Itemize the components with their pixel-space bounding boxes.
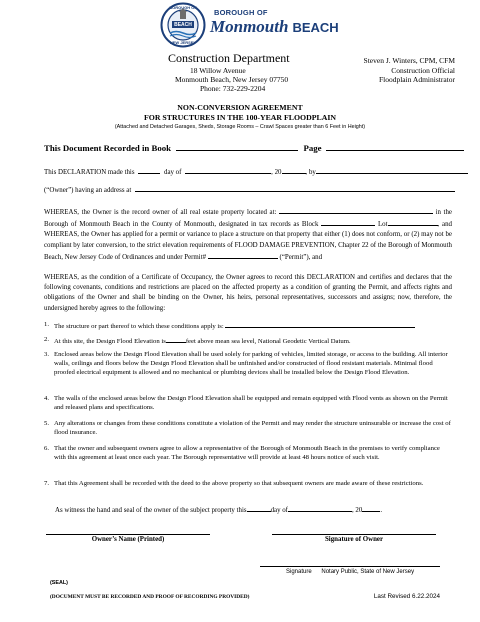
owner-name-label: Owner’s Name (Printed) — [91, 536, 165, 543]
whereas-paragraph-1 — [44, 206, 452, 263]
declaration-made-this: This DECLARATION made this — [44, 169, 135, 176]
item-text: Enclosed areas below the Design Flood Elevation shall be used solely for parking of vehicles, limited storage, or access to the building. All interior walls, ceilings and floors below the Design Flood Elevation shall be unfinished and/or constructed of flood resistant materials. Minimal flood proofed electrical equipment is allowed and no mechanical or plumbing devices shall be installed below the Design Flood Elevation. — [54, 351, 448, 377]
declaration-day-of: day of — [164, 169, 182, 176]
declaration-owner-field[interactable] — [316, 166, 468, 174]
item-number: 3. — [44, 351, 50, 358]
flood-elevation-field[interactable] — [166, 335, 186, 343]
declaration-address-field[interactable] — [135, 184, 455, 192]
official-title-2: Floodplain Administrator — [378, 75, 455, 84]
witness-day-field[interactable] — [247, 504, 271, 512]
item-text: The walls of the enclosed areas below the Design Flood Elevation shall be equipped and remain equipped with Flood vents as shown on the Permit and released plans and specifications. — [54, 395, 448, 412]
department-address-1: 18 Willow Avenue — [190, 66, 246, 75]
logo-name-bold: BEACH — [292, 20, 339, 35]
item-number: 5. — [44, 420, 50, 427]
official-title-1: Construction Official — [391, 66, 455, 75]
witness-month-field[interactable] — [288, 504, 352, 512]
recording-note: (DOCUMENT MUST BE RECORDED AND PROOF OF RECORDING PROVIDED) — [50, 594, 250, 600]
agreement-title: NON-CONVERSION AGREEMENT — [177, 103, 303, 112]
notary-signature-line[interactable] — [260, 566, 440, 567]
item-text-a: At this site, the Design Flood Elevation is — [54, 338, 166, 345]
logo-name-script: Monmouth — [210, 17, 289, 36]
permit-number-field[interactable] — [208, 251, 278, 259]
item-number: 6. — [44, 445, 50, 452]
witness-period: . — [380, 507, 383, 514]
item-number: 7. — [44, 480, 50, 487]
declaration-year-field[interactable] — [282, 166, 306, 174]
witness-day-of: day of — [270, 507, 288, 514]
owner-signature-label: Signature of Owner — [324, 536, 384, 543]
item-number: 1. — [44, 321, 50, 328]
item-text: That the owner and subsequent owners agree to allow a representative of the Borough of Monmouth Beach in the premises to verify compliance with this agreement at least once each year. The Borough representative will provide at least 48 hours notice of such visit. — [54, 445, 440, 462]
seal-top-text: BOROUGH OF — [169, 5, 197, 10]
item-text-b: feet above mean sea level, National Geodetic Vertical Datum. — [185, 338, 351, 345]
declaration-month-field[interactable] — [185, 166, 271, 174]
seal-label: (SEAL) — [50, 580, 68, 586]
whereas-1-text-d: , and WHEREAS, the Owner has applied for a permit or variance to place a structure on that property that either (1) does not conform, or (2) may not be compliant by later conversion, to the strict elevation requirements of FLOOD DAMAGE PREVENTION, Chapter 22 of the Borough of Monmouth Beach, New Jersey Code of Ordinances and under Permit# — [44, 221, 452, 261]
department-address-2: Monmouth Beach, New Jersey 07750 — [175, 75, 289, 84]
seal-center-text: BEACH — [174, 21, 192, 28]
item-text: The structure or part thereof to which these conditions apply is: — [54, 323, 224, 330]
declaration-day-field[interactable] — [138, 166, 160, 174]
record-page-field[interactable] — [326, 143, 464, 151]
whereas-1-text-a: WHEREAS, the Owner is the record owner of all real estate property located at: — [44, 209, 277, 216]
structure-description-field[interactable] — [225, 320, 415, 328]
whereas-1-text-e: (“Permit”), and — [279, 253, 323, 261]
declaration-by: , by — [305, 169, 316, 176]
record-book-field[interactable] — [176, 143, 298, 151]
whereas-1-text-b: in the Borough of Monmouth Beach in the County of Monmouth, designated in tax records as Block — [44, 209, 452, 229]
department-name: Construction Department — [168, 51, 290, 65]
item-number: 2. — [44, 336, 50, 343]
notary-public-label: Notary Public, State of New Jersey — [321, 569, 415, 575]
declaration-year-prefix: , 20 — [271, 169, 282, 176]
whereas-paragraph-2: WHEREAS, as the condition of a Certificate of Occupancy, the Owner agrees to record this DECLARATION and certifies and declares that the following covenants, conditions and restrictions are placed on the affected property as a condition of granting the Permit, and affects rights and obligations of the Owner and shall be binding on the Owner, his heirs, personal representatives, successors and assigns; now, therefore, the undersigned hereby agrees to the following: — [44, 274, 452, 312]
record-page-label: Page — [303, 143, 322, 153]
notary-signature-label: Signature — [286, 569, 312, 575]
seal-bottom-text: NEW JERSEY — [169, 39, 197, 45]
property-location-field[interactable] — [279, 206, 433, 214]
whereas-1-text-c: Lot — [377, 221, 388, 229]
official-name: Steven J. Winters, CPM, CFM — [363, 56, 455, 65]
owner-name-line[interactable] — [46, 534, 210, 535]
item-number: 4. — [44, 395, 50, 402]
agreement-title-2: FOR STRUCTURES IN THE 100-YEAR FLOODPLAIN — [144, 113, 336, 122]
item-text: Any alterations or changes from these conditions constitute a violation of the Permit and may render the structure uninsurable or increase the cost of flood insurance. — [54, 420, 451, 437]
department-phone: Phone: 732-229-2204 — [200, 84, 266, 93]
block-field[interactable] — [321, 218, 375, 226]
logo-borough-of: BOROUGH OF — [214, 8, 268, 17]
borough-logo — [160, 2, 339, 48]
declaration-owner-having: (“Owner”) having an address at — [44, 187, 132, 194]
lot-field[interactable] — [388, 218, 438, 226]
owner-signature-line[interactable] — [272, 534, 436, 535]
revision-date: Last Revised 6.22.2024 — [373, 593, 440, 600]
item-text: That this Agreement shall be recorded with the deed to the above property so that subsequent owners are made aware of these restrictions. — [54, 480, 424, 487]
agreement-subtitle: (Attached and Detached Garages, Sheds, Storage Rooms – Crawl Spaces greater than 6 Feet in Height) — [114, 124, 366, 130]
witness-year: , 20 — [351, 507, 363, 514]
witness-text: As witness the hand and seal of the owner of the subject property this — [55, 507, 247, 514]
witness-year-field[interactable] — [362, 504, 383, 514]
record-book-label: This Document Recorded in Book — [44, 143, 172, 153]
